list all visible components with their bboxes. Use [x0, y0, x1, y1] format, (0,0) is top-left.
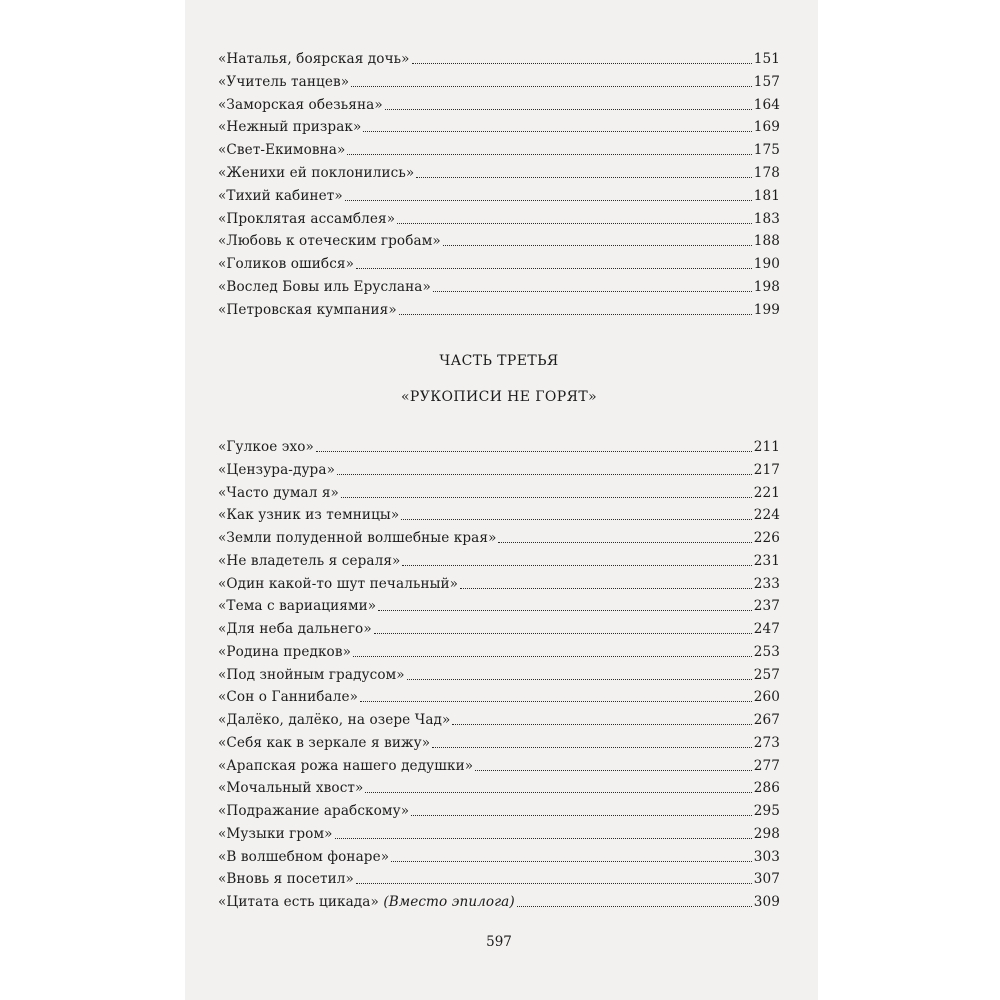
- dot-leader: [517, 906, 752, 907]
- toc-entry-title: «Музыки гром»: [218, 825, 333, 842]
- toc-entry-page-number: 190: [753, 256, 780, 273]
- toc-entry-title: «Арапская рожа нашего дедушки»: [218, 757, 474, 774]
- toc-entry: [218, 798, 780, 820]
- toc-entry: [218, 69, 780, 91]
- toc-entry-page-number: 298: [753, 825, 780, 842]
- toc-entry: [218, 593, 780, 615]
- toc-entry: [218, 183, 780, 205]
- dot-leader: [412, 63, 752, 64]
- toc-entry-page-number: 257: [753, 666, 780, 683]
- toc-entry-page-number: 151: [753, 51, 780, 67]
- toc-entry: [218, 228, 780, 250]
- toc-entry: [218, 821, 780, 843]
- toc-entry-title-italic: (Вместо эпилога): [383, 894, 515, 910]
- toc-entry-page-number: 233: [753, 575, 780, 592]
- dot-leader: [337, 474, 752, 475]
- dot-leader: [374, 633, 752, 634]
- toc-entry-page-number: 181: [753, 187, 780, 204]
- toc-entry: [218, 457, 780, 479]
- dot-leader: [399, 314, 752, 315]
- dot-leader: [360, 701, 752, 702]
- toc-entry: [218, 206, 780, 228]
- toc-entry-title: «Вновь я посетил»: [218, 871, 354, 888]
- dot-leader: [365, 792, 751, 793]
- dot-leader: [475, 770, 752, 771]
- toc-entry-page-number: 303: [753, 848, 780, 865]
- dot-leader: [460, 588, 752, 589]
- toc-entry-title: «Для неба дальнего»: [218, 621, 372, 637]
- toc-entry-title: «Земли полуденной волшебные края»: [218, 530, 497, 546]
- toc-entry-title: «Любовь к отеческим гробам»: [218, 233, 441, 250]
- toc-entry-page-number: 309: [753, 894, 780, 910]
- toc-entry-title: «Часто думал я»: [218, 484, 339, 501]
- toc-entry-page-number: 221: [753, 484, 780, 501]
- toc-entry: [218, 730, 780, 752]
- toc-entry-page-number: 273: [753, 734, 780, 751]
- toc-entry-page-number: 307: [753, 871, 780, 888]
- dot-leader: [397, 223, 752, 224]
- toc-entry: [218, 889, 780, 911]
- toc-entry-title: «Тема с вариациями»: [218, 598, 377, 615]
- dot-leader: [356, 268, 752, 269]
- page-number: 597: [486, 934, 512, 950]
- dot-leader: [351, 86, 752, 87]
- toc-entry: [218, 707, 780, 729]
- toc-entry-page-number: 188: [753, 233, 780, 250]
- toc-entry: [218, 502, 780, 524]
- toc-entry: [218, 160, 780, 182]
- toc-entry-title: «Не владетель я сераля»: [218, 552, 401, 569]
- toc-entry-page-number: 231: [753, 552, 780, 569]
- toc-entry-page-number: 260: [753, 689, 780, 706]
- dot-leader: [391, 861, 752, 862]
- toc-entry-page-number: 267: [753, 712, 780, 728]
- toc-entry: [218, 571, 780, 593]
- toc-entry-page-number: 183: [753, 210, 780, 227]
- toc-entry-page-number: 224: [753, 507, 780, 524]
- toc-entry-page-number: 169: [753, 119, 780, 136]
- toc-entry: [218, 844, 780, 866]
- toc-entry-page-number: 175: [753, 142, 780, 159]
- toc-entry: [218, 480, 780, 502]
- dot-leader: [498, 542, 751, 543]
- toc-entry-title: «Далёко, далёко, на озере Чад»: [218, 712, 451, 728]
- toc-entry: [218, 753, 780, 775]
- dot-leader: [347, 154, 751, 155]
- toc-entry: [218, 866, 780, 888]
- toc-entry-title: «Женихи ей поклонились»: [218, 165, 415, 181]
- toc-entry: [218, 548, 780, 570]
- dot-leader: [356, 883, 752, 884]
- toc-entry: [218, 297, 780, 319]
- toc-entry-title: «Нежный призрак»: [218, 119, 362, 136]
- toc-entry-page-number: 217: [753, 461, 780, 478]
- toc-entry: [218, 662, 780, 684]
- dot-leader: [345, 200, 752, 201]
- toc-entry-title: «В волшебном фонаре»: [218, 848, 390, 865]
- toc-entry: [218, 525, 780, 547]
- part-heading: ЧАСТЬ ТРЕТЬЯ: [439, 353, 559, 369]
- part-subtitle: «РУКОПИСИ НЕ ГОРЯТ»: [400, 389, 598, 405]
- toc-entry-title: «Родина предков»: [218, 643, 351, 660]
- dot-leader: [452, 724, 751, 725]
- toc-entry-title: «Сон о Ганнибале»: [218, 689, 359, 706]
- toc-entry: [218, 114, 780, 136]
- toc-entry-title: «Учитель танцев»: [218, 73, 350, 90]
- dot-leader: [378, 610, 752, 611]
- toc-entry-title: «Свет-Екимовна»: [218, 142, 346, 159]
- dot-leader: [416, 177, 752, 178]
- toc-entry-title: «Голиков ошибся»: [218, 256, 355, 273]
- dot-leader: [316, 451, 752, 452]
- dot-leader: [401, 519, 752, 520]
- toc-entry-title: «Как узник из темницы»: [218, 507, 400, 524]
- toc-entry-title: «Себя как в зеркале я вижу»: [218, 734, 431, 751]
- toc-entry-title: «Один какой-то шут печальный»: [218, 575, 459, 592]
- dot-leader: [385, 109, 752, 110]
- dot-leader: [407, 679, 752, 680]
- toc-entry-page-number: 199: [753, 301, 780, 318]
- toc-entry-title: «Гулкое эхо»: [218, 439, 314, 455]
- toc-entry-title: «Мочальный хвост»: [218, 780, 364, 797]
- toc-entry-title: «Цитата есть цикада» (Вместо эпилога): [218, 894, 515, 910]
- toc-entry: [218, 46, 780, 68]
- toc-entry-title: «Петровская кумпания»: [218, 301, 397, 318]
- dot-leader: [335, 838, 752, 839]
- toc-entry-page-number: 164: [753, 96, 780, 113]
- toc-entry: [218, 639, 780, 661]
- toc-entry-page-number: 198: [753, 279, 780, 295]
- toc-entry-page-number: 277: [753, 757, 780, 774]
- toc-entry: [218, 434, 780, 456]
- toc-entry: [218, 616, 780, 638]
- dot-leader: [443, 245, 752, 246]
- toc-entry-title: «Наталья, боярская дочь»: [218, 51, 410, 67]
- toc-entry-page-number: 295: [753, 803, 780, 819]
- toc-entry-page-number: 247: [753, 621, 780, 637]
- toc-entry-title: «Тихий кабинет»: [218, 187, 343, 204]
- toc-entry: [218, 684, 780, 706]
- toc-entry: [218, 92, 780, 114]
- toc-entry-title: «Заморская обезьяна»: [218, 96, 383, 113]
- toc-entry-page-number: 211: [753, 439, 780, 455]
- dot-leader: [411, 815, 752, 816]
- toc-entry-page-number: 157: [753, 73, 780, 90]
- toc-entry: [218, 274, 780, 296]
- dot-leader: [363, 131, 751, 132]
- toc-entry-page-number: 237: [753, 598, 780, 615]
- toc-entry-title: «Цензура-дура»: [218, 461, 335, 478]
- toc-entry-title: «Проклятая ассамблея»: [218, 210, 396, 227]
- dot-leader: [353, 656, 752, 657]
- dot-leader: [433, 291, 752, 292]
- toc-entry: [218, 775, 780, 797]
- dot-leader: [432, 747, 752, 748]
- toc-entry-page-number: 286: [753, 780, 780, 797]
- toc-entry: [218, 251, 780, 273]
- toc-entry-page-number: 226: [753, 530, 780, 546]
- toc-entry-page-number: 178: [753, 165, 780, 181]
- toc-entry-title: «Подражание арабскому»: [218, 803, 410, 819]
- toc-entry: [218, 137, 780, 159]
- toc-entry-page-number: 253: [753, 643, 780, 660]
- dot-leader: [341, 497, 752, 498]
- dot-leader: [402, 565, 751, 566]
- toc-entry-title: «Под знойным градусом»: [218, 666, 405, 683]
- toc-entry-title: «Вослед Бовы иль Еруслана»: [218, 279, 431, 295]
